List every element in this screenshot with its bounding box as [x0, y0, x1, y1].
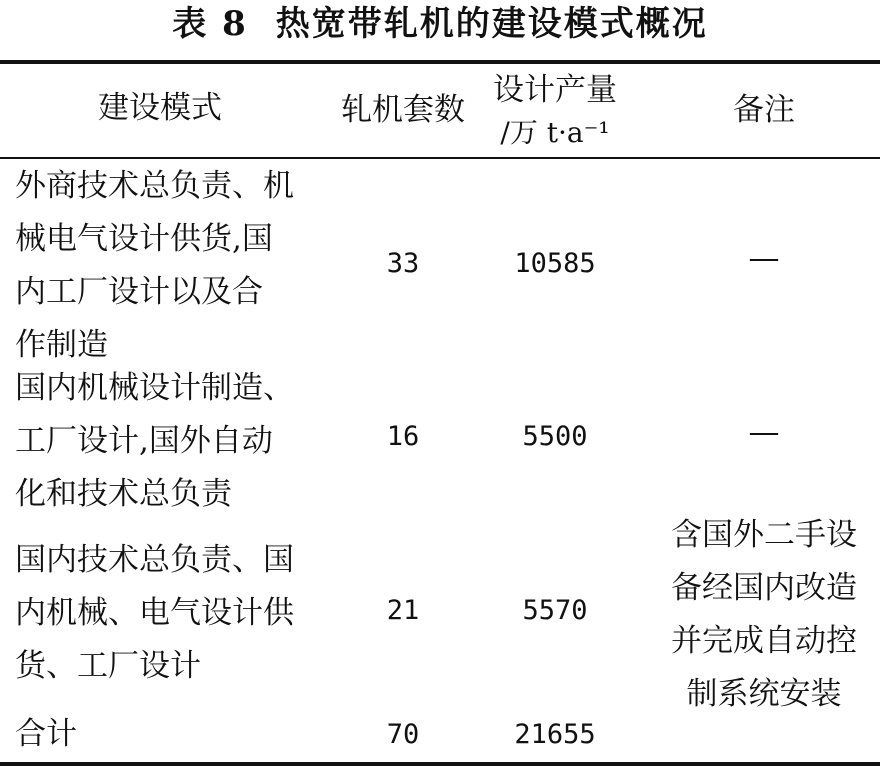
row-1-mode-line: 械电气设计供货,国 [15, 221, 273, 257]
header-note: 备注 [733, 92, 795, 128]
row-2-mode [15, 362, 315, 521]
row-3-mode [15, 534, 315, 693]
header-capacity [475, 70, 635, 156]
total-count: 70 [386, 719, 420, 750]
row-2-capacity: 5500 [522, 421, 588, 452]
row-2-mode-line: 化和技术总负责 [15, 476, 232, 512]
row-3-mode-line: 货、工厂设计 [15, 648, 201, 684]
row-1-mode-line: 作制造 [15, 327, 108, 363]
top-rule [0, 60, 880, 64]
total-capacity: 21655 [514, 719, 596, 750]
total-label: 合计 [15, 716, 77, 752]
table-title [0, 2, 880, 46]
row-1-note: — [748, 240, 780, 276]
row-2-mode-line: 国内机械设计制造、 [15, 370, 294, 406]
row-2-count: 16 [386, 421, 420, 452]
row-3-note-line: 备经国内改造 [671, 570, 857, 606]
header-capacity-label: 设计产量 [493, 72, 617, 108]
header-mode: 建设模式 [98, 90, 222, 126]
header-capacity-unit: /万 t·a⁻¹ [500, 116, 610, 149]
row-1-mode-line: 外商技术总负责、机 [15, 168, 294, 204]
row-1-mode-line: 内工厂设计以及合 [15, 274, 263, 310]
row-3-mode-line: 国内技术总负责、国 [15, 542, 294, 578]
row-3-note-line: 制系统安装 [686, 676, 842, 712]
bottom-rule [0, 762, 880, 766]
table-caption: 热宽带轧机的建设模式概况 [275, 4, 708, 44]
row-3-note-line: 并完成自动控 [671, 623, 857, 659]
row-3-mode-line: 内机械、电气设计供 [15, 595, 294, 631]
row-3-note [650, 509, 878, 721]
row-3-note-line: 含国外二手设 [671, 517, 857, 553]
row-2-mode-line: 工厂设计,国外自动 [15, 423, 273, 459]
row-3-count: 21 [386, 595, 420, 626]
row-3-capacity: 5570 [522, 595, 588, 626]
row-1-count: 33 [386, 248, 420, 279]
row-2-note: — [748, 414, 780, 450]
row-1-capacity: 10585 [514, 248, 596, 279]
row-1-mode [15, 160, 315, 372]
header-rule [0, 157, 880, 159]
header-count: 轧机套数 [341, 92, 465, 128]
table-number: 表 8 [172, 4, 248, 44]
